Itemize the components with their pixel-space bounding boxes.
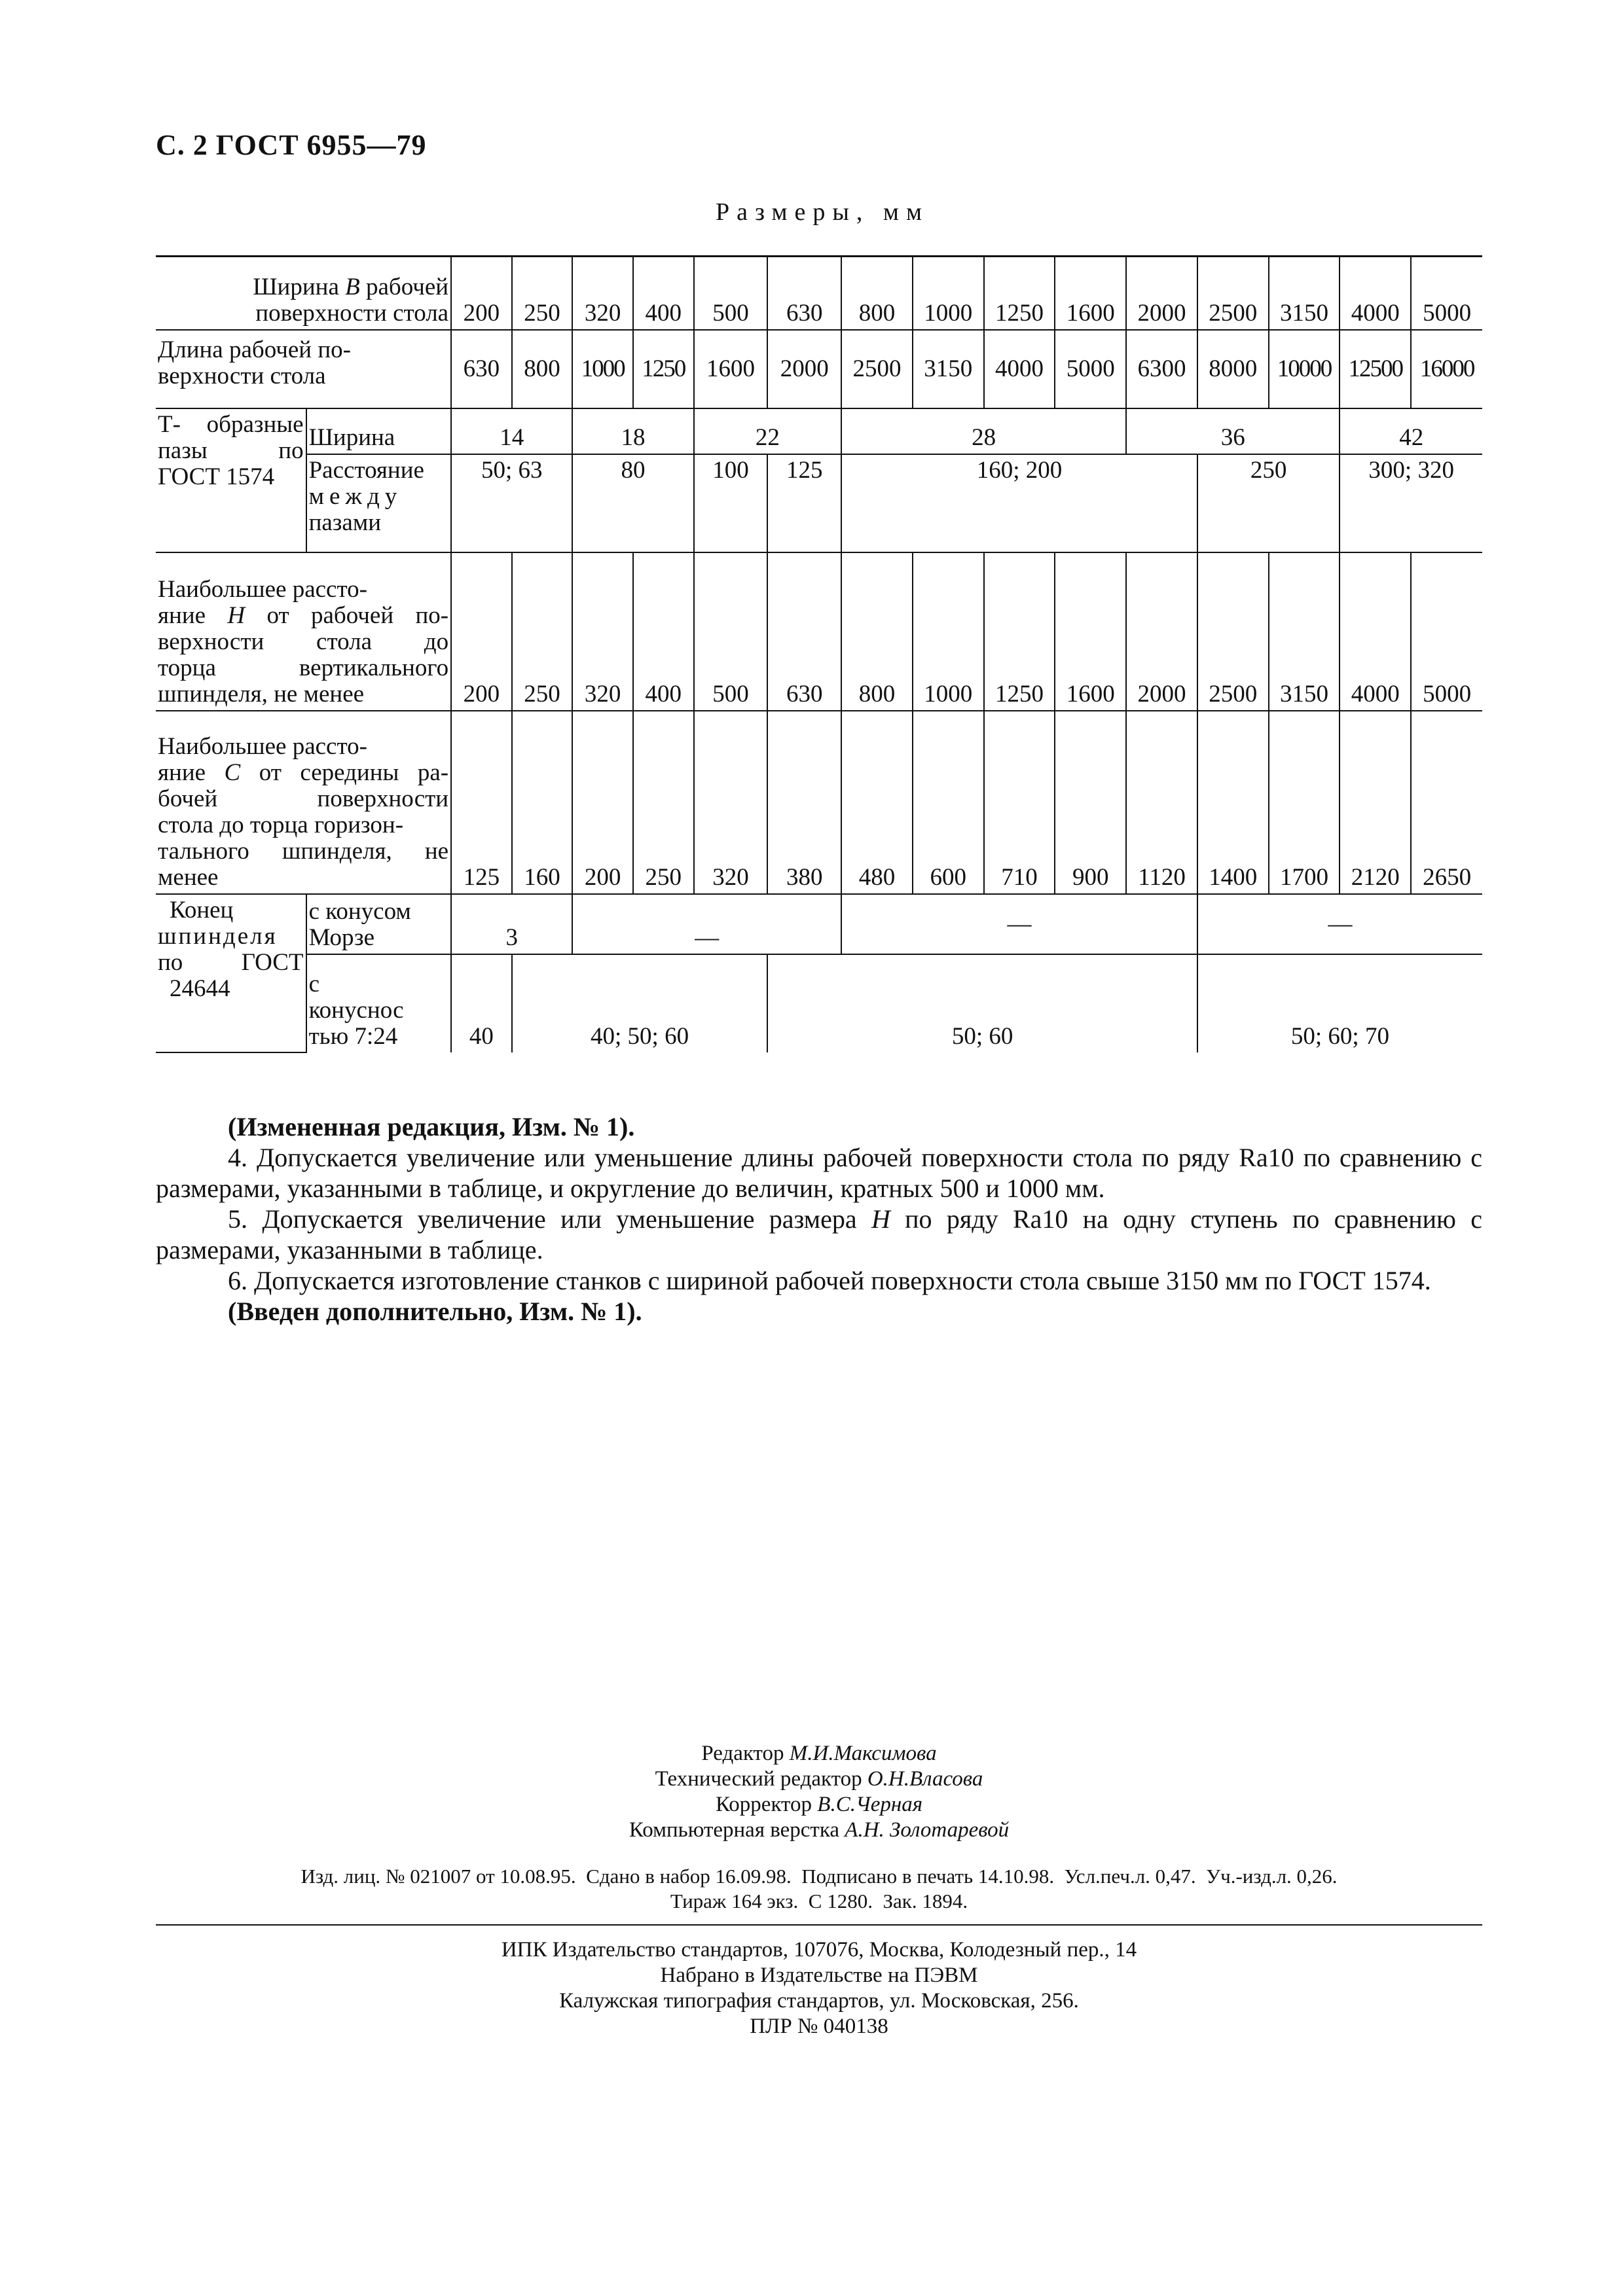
table-cell: 250	[512, 257, 573, 330]
table-cell: 800	[512, 330, 573, 408]
table-cell: 1000	[572, 330, 633, 408]
table-cell: 200	[451, 257, 512, 330]
table-cell: 4000	[984, 330, 1055, 408]
note-item-6: 6. Допускается изготовление станков с шириной рабочей поверхности стола свыше 3150 мм по ГОСТ 1574.	[228, 1266, 1431, 1295]
page-header: С. 2 ГОСТ 6955—79	[156, 129, 427, 161]
table-cell: 42	[1340, 408, 1482, 454]
table-cell: 1000	[913, 257, 984, 330]
table-cell: 2000	[1126, 257, 1197, 330]
table-cell: 2000	[767, 330, 841, 408]
dimensions-caption: Размеры, мм	[716, 198, 930, 226]
row-label-morse: с конусом Морзе	[306, 894, 452, 954]
table-cell: 1600	[1055, 257, 1126, 330]
note-item-5: 5. Допускается увеличение или уменьшение размера H по ряду Ra10 на одну ступень по сравнению с размерами, указанными в таблице.	[156, 1204, 1482, 1265]
table-cell: 125	[767, 454, 841, 552]
table-cell: 1250	[633, 330, 694, 408]
row-label-h: Наибольшее рассто- яние H от рабочей по- верхности стола до торца вертикального шпинделя, не менее	[156, 552, 451, 711]
table-cell: 40; 50; 60	[512, 954, 768, 1052]
table-cell: 2500	[841, 330, 913, 408]
table-cell: 200	[572, 711, 633, 894]
table-cell: 5000	[1411, 552, 1482, 711]
imprint-block	[156, 1864, 1482, 1914]
table-cell: 160; 200	[841, 454, 1197, 552]
note-item-4: 4. Допускается увеличение или уменьшение длины рабочей поверхности стола по ряду Ra10 по сравнению с размерами, указанными в таблице, и округление до величин, кратных 500 и 1000 мм.	[156, 1143, 1482, 1203]
publisher-line: Калужская типография стандартов, ул. Московская, 256.	[559, 1989, 1079, 2013]
table-cell: 2650	[1411, 711, 1482, 894]
table-cell: 320	[572, 257, 633, 330]
introduced-note: (Введен дополнительно, Изм. № 1).	[228, 1297, 642, 1326]
table-cell: 5000	[1055, 330, 1126, 408]
table-cell: 10000	[1269, 330, 1340, 408]
table-cell: 16000	[1411, 330, 1482, 408]
publisher-line: Набрано в Издательстве на ПЭВМ	[660, 1964, 978, 1987]
row-label-width: Ширина B рабочей поверхности стола	[156, 257, 451, 330]
table-cell: 4000	[1340, 257, 1411, 330]
imprint-line: Тираж 164 экз. С 1280. Зак. 1894.	[670, 1890, 968, 1912]
table-cell: 1600	[1055, 552, 1126, 711]
table-cell: 100	[694, 454, 768, 552]
table-cell: 1700	[1269, 711, 1340, 894]
table-row-slot-width	[156, 408, 1482, 454]
table-cell: 500	[694, 257, 768, 330]
table-cell: 80	[572, 454, 693, 552]
table-cell: 12500	[1340, 330, 1411, 408]
table-row-length	[156, 330, 1482, 408]
credit-editor: Редактор М.И.Максимова	[701, 1742, 937, 1765]
row-label-t-slots: Т- образные пазы по ГОСТ 1574	[156, 408, 306, 552]
dimensions-table	[156, 255, 1482, 1053]
table-row-spindle-taper	[156, 954, 1482, 1052]
table-cell: 160	[512, 711, 573, 894]
table-row-width	[156, 257, 1482, 330]
notes-section	[156, 1111, 1482, 1327]
table-cell: 3150	[1269, 552, 1340, 711]
table-cell: 2000	[1126, 552, 1197, 711]
table-cell: 400	[633, 257, 694, 330]
table-cell: 3150	[913, 330, 984, 408]
row-label-slot-width: Ширина	[306, 408, 452, 454]
table-cell: 800	[841, 257, 913, 330]
divider-line	[156, 1924, 1482, 1926]
credit-corrector: Корректор В.С.Черная	[715, 1793, 923, 1816]
table-cell: 900	[1055, 711, 1126, 894]
table-cell: 8000	[1197, 330, 1269, 408]
table-row-c	[156, 711, 1482, 894]
table-cell: 50; 63	[451, 454, 572, 552]
table-cell: 400	[633, 552, 694, 711]
table-cell: 200	[451, 552, 512, 711]
table-cell: 40	[451, 954, 512, 1052]
table-row-spindle-morse	[156, 894, 1482, 954]
table-cell: 250	[633, 711, 694, 894]
table-cell: 14	[451, 408, 572, 454]
table-row-slot-distance	[156, 454, 1482, 552]
table-cell: 3150	[1269, 257, 1340, 330]
table-cell: 380	[767, 711, 841, 894]
table-cell: 28	[841, 408, 1126, 454]
table-cell: 22	[694, 408, 842, 454]
table-cell: 50; 60; 70	[1197, 954, 1482, 1052]
table-cell: 320	[572, 552, 633, 711]
table-cell: 300; 320	[1340, 454, 1482, 552]
table-cell: 1600	[694, 330, 768, 408]
credit-tech-editor: Технический редактор О.Н.Власова	[655, 1767, 983, 1791]
table-cell: 3	[451, 894, 572, 954]
table-cell: 630	[767, 257, 841, 330]
table-cell: 18	[572, 408, 693, 454]
table-cell: —	[841, 894, 1197, 954]
table-cell: 2500	[1197, 552, 1269, 711]
table-cell: 5000	[1411, 257, 1482, 330]
table-cell: 480	[841, 711, 913, 894]
table-cell: 2500	[1197, 257, 1269, 330]
table-cell: 50; 60	[767, 954, 1197, 1052]
publisher-line: ПЛР № 040138	[750, 2015, 888, 2038]
table-cell: 2120	[1340, 711, 1411, 894]
credit-layout: Компьютерная верстка А.Н. Золотаревой	[629, 1818, 1010, 1842]
table-cell: 1120	[1126, 711, 1197, 894]
table-cell: 800	[841, 552, 913, 711]
row-label-taper: с конуснос тью 7:24	[306, 954, 452, 1052]
table-cell: 500	[694, 552, 768, 711]
table-cell: 1250	[984, 257, 1055, 330]
table-cell: 36	[1126, 408, 1340, 454]
table-cell: 1400	[1197, 711, 1269, 894]
table-cell: 320	[694, 711, 768, 894]
table-cell: —	[1197, 894, 1482, 954]
table-row-h	[156, 552, 1482, 711]
table-cell: 600	[913, 711, 984, 894]
table-cell: 4000	[1340, 552, 1411, 711]
imprint-line: Изд. лиц. № 021007 от 10.08.95. Сдано в набор 16.09.98. Подписано в печать 14.10.98. Усл.печ.л. 0,47. Уч.-изд.л. 0,26.	[301, 1865, 1338, 1888]
table-cell: 125	[451, 711, 512, 894]
publisher-line: ИПК Издательство стандартов, 107076, Москва, Колодезный пер., 14	[501, 1938, 1137, 1962]
amendment-note: (Измененная редакция, Изм. № 1).	[228, 1112, 635, 1141]
table-cell: 630	[767, 552, 841, 711]
row-label-length: Длина рабочей по- верхности стола	[156, 330, 451, 408]
table-cell: 250	[512, 552, 573, 711]
table-cell: —	[572, 894, 841, 954]
table-cell: 1250	[984, 552, 1055, 711]
credits-block	[156, 1741, 1482, 1843]
table-cell: 6300	[1126, 330, 1197, 408]
publisher-block	[156, 1937, 1482, 2039]
row-label-slot-distance: Расстояние между пазами	[306, 454, 452, 552]
row-label-c: Наибольшее рассто- яние C от середины ра- бочей поверхности стола до торца горизон- тального шпинделя, не менее	[156, 711, 451, 894]
table-cell: 250	[1197, 454, 1340, 552]
row-label-spindle-end: Конец шпинделя по ГОСТ 24644	[156, 894, 306, 1052]
table-cell: 710	[984, 711, 1055, 894]
table-cell: 1000	[913, 552, 984, 711]
table-cell: 630	[451, 330, 512, 408]
